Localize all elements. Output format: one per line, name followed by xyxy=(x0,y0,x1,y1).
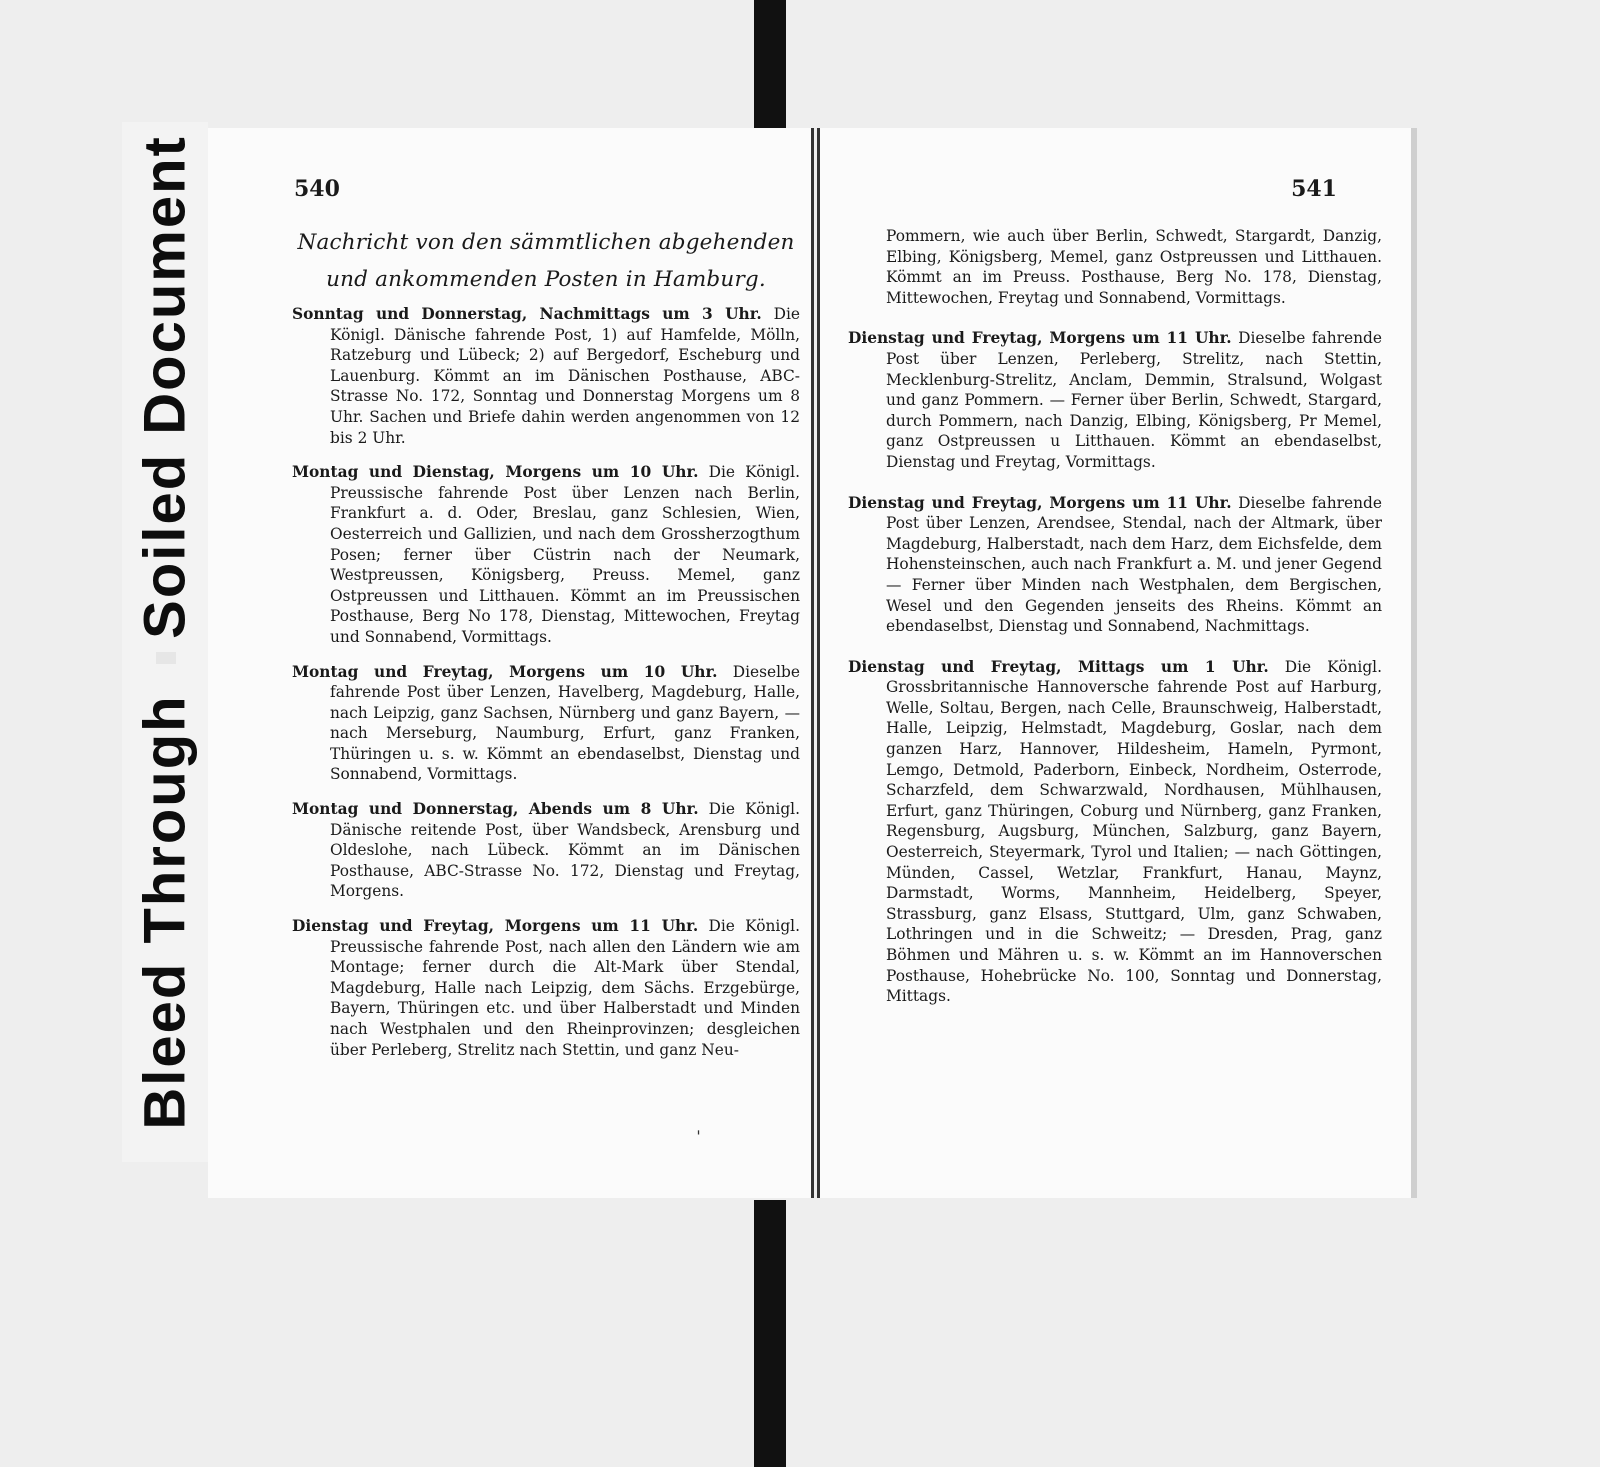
heading-line-1: Nachricht von den sämmtlichen abgehenden xyxy=(297,230,795,255)
entry-body: Die Königl. Grossbritannische Hannoversche fahrende Post auf Harburg, Welle, Soltau, Bergen, nach Celle, Braunschweig, Halberstadt, Halle, Leipzig, Helmstadt, Magdeburg, Goslar, nach dem ganzen Harz, Hannover, Hildesheim, Hameln, Pyrmont, Lemgo, Detmold, Paderborn, Einbeck, Nordheim, Osterrode, Scharzfeld, dem Schwarzwald, Nordhausen, Mühlhausen, Erfurt, ganz Thüringen, Coburg und Nürnberg, ganz Franken, Regensburg, Augsburg, München, Salzburg, ganz Bayern, Oesterreich, Steyermark, Tyrol und Italien; — nach Göttingen, Münden, Cassel, Wetzlar, Frankfurt, Hanau, Maynz, Darmstadt, Worms, Mannheim, Heidelberg, Speyer, Strassburg, ganz Elsass, Stuttgard, Ulm, ganz Schwaben, Lothringen und in die Schweitz; — Dresden, Prag, ganz Böhmen und Mähren u. s. w. Kömmt an im Hannoverschen Posthause, Hohebrücke No. 100, Sonntag und Donnerstag, Mittags. xyxy=(886,657,1382,1006)
entry-body: Dieselbe fahrende Post über Lenzen, Perleberg, Strelitz, nach Stettin, Mecklenburg-Strelitz, Anclam, Demmin, Stralsund, Wolgast und ganz Pommern. — Ferner über Berlin, Schwedt, Stargard, durch Pommern, nach Danzig, Elbing, Königsberg, Pr Memel, ganz Ostpreussen u Litthauen. Kömmt an ebendaselbst, Dienstag und Freytag, Vormittags. xyxy=(886,329,1382,471)
right-page xyxy=(817,128,1417,1198)
side-label-separator xyxy=(156,652,176,664)
entry-body: Die Königl. Dänische reitende Post, über Wandsbeck, Arensburg und Oldeslohe, nach Lübeck. Kömmt an im Dänischen Posthause, ABC-Strasse No. 172, Dienstag und Freytag, Morgens. xyxy=(330,800,800,901)
post-entry xyxy=(292,662,800,786)
page-number: 540 xyxy=(294,176,340,202)
entry-lead: Sonntag und Donnerstag, Nachmittags um 3 Uhr. xyxy=(292,305,762,323)
post-entry xyxy=(292,916,800,1060)
entry-body: Dieselbe fahrende Post über Lenzen, Arendsee, Stendal, nach der Altmark, über Magdeburg, Halberstadt, nach dem Harz, dem Eichsfelde, dem Hohensteinschen, auch nach Frankfurt a. M. und jener Gegend — Ferner über Minden nach Westphalen, dem Bergischen, Wesel und den Gegenden jenseits des Rheins. Kömmt an ebendaselbst, Dienstag und Sonnabend, Nachmittags. xyxy=(886,493,1382,636)
continued-entry: Pommern, wie auch über Berlin, Schwedt, Stargardt, Danzig, Elbing, Königsberg, Memel, ganz Ostpreussen und Litthauen. Kömmt an im Preuss. Posthause, Berg No. 178, Dienstag, Mittewochen, Freytag und Sonnabend, Vormittags. xyxy=(886,227,1382,307)
entry-lead: Dienstag und Freytag, Morgens um 11 Uhr. xyxy=(848,493,1232,512)
entry-lead: Dienstag und Freytag, Morgens um 11 Uhr. xyxy=(292,917,699,936)
side-label xyxy=(122,122,208,1162)
binding-strip-bottom xyxy=(754,1200,786,1467)
post-entry xyxy=(848,657,1382,1007)
left-page-text xyxy=(292,224,800,1074)
post-entry xyxy=(292,799,800,902)
entry-body: Dieselbe fahrende Post über Lenzen, Havelberg, Magdeburg, Halle, nach Leipzig, ganz Sachsen, Nürnberg und ganz Bayern, — nach Merseburg, Naumburg, Erfurt, ganz Franken, Thüringen u. s. w. Kömmt an ebendaselbst, Dienstag und Sonnabend, Vormittags. xyxy=(330,662,801,784)
right-page-text xyxy=(848,226,1382,1027)
left-page xyxy=(208,128,814,1198)
print-mark: ˈ xyxy=(696,1128,701,1149)
post-entry xyxy=(848,328,1382,472)
post-entry xyxy=(292,304,800,448)
side-label-line2: Soiled Document xyxy=(132,135,198,639)
post-entry xyxy=(292,462,800,647)
entry-lead: Dienstag und Freytag, Morgens um 11 Uhr. xyxy=(848,329,1232,348)
entry-lead: Montag und Dienstag, Morgens um 10 Uhr. xyxy=(292,463,699,482)
page-number: 541 xyxy=(1291,176,1337,202)
entry-lead: Montag und Freytag, Morgens um 10 Uhr. xyxy=(292,662,718,681)
entry-lead: Montag und Donnerstag, Abends um 8 Uhr. xyxy=(292,800,699,819)
side-label-line1: Bleed Through xyxy=(132,694,198,1130)
page-heading xyxy=(292,224,800,298)
entry-lead: Dienstag und Freytag, Mittags um 1 Uhr. xyxy=(848,657,1269,676)
entry-body: Die Königl. Dänische fahrende Post, 1) auf Hamfelde, Mölln, Ratzeburg und Lübeck; 2) auf Bergedorf, Escheburg und Lauenburg. Kömmt an im Dänischen Posthause, ABC-Strasse No. 172, Sonntag und Donnerstag Morgens um 8 Uhr. Sachen und Briefe dahin werden angenommen von 12 bis 2 Uhr. xyxy=(330,305,800,447)
entry-body: Die Königl. Preussische fahrende Post über Lenzen nach Berlin, Frankfurt a. d. Oder, Breslau, ganz Schlesien, Wien, Oesterreich und Gallizien, und nach dem Grossherzogthum Posen; ferner über Cüstrin nach der Neumark, Westpreussen, Königsberg, Preuss. Memel, ganz Ostpreussen und Litthauen. Kömmt an im Preussischen Posthause, Berg No 178, Dienstag, Mittewochen, Freytag und Sonnabend, Vormittags. xyxy=(330,463,800,646)
entry-body: Die Königl. Preussische fahrende Post, nach allen den Ländern wie am Montage; ferner durch die Alt-Mark über Stendal, Magdeburg, Halle nach Leipzig, dem Sächs. Erzgebürge, Bayern, Thüringen etc. und über Halberstadt und Minden nach Westphalen und den Rheinprovinzen; desgleichen über Perleberg, Strelitz nach Stettin, und ganz Neu- xyxy=(330,917,800,1059)
post-entry xyxy=(848,493,1382,637)
heading-line-2: und ankommenden Posten in Hamburg. xyxy=(326,267,766,292)
